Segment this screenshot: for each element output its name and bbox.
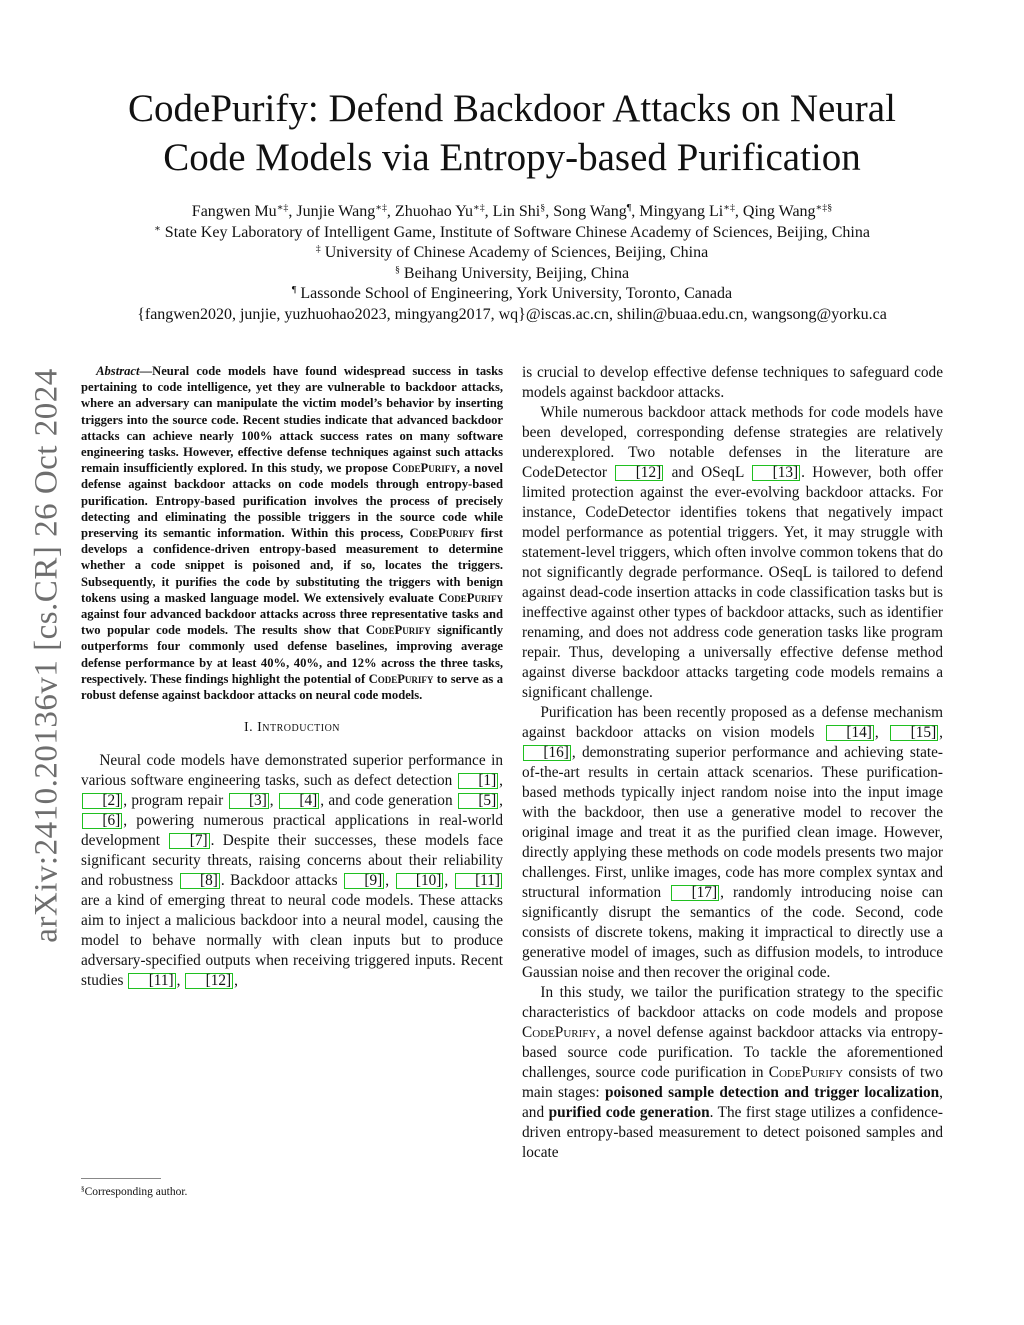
body-text: , and	[522, 1084, 943, 1121]
affiliation-mark: ¶	[291, 284, 297, 296]
citation-link[interactable]: [1]	[458, 773, 498, 789]
citation-link[interactable]: [12]	[185, 973, 233, 989]
body-text: ,	[499, 772, 503, 790]
footnote-rule	[81, 1178, 161, 1179]
citation-link[interactable]: [4]	[279, 793, 319, 809]
affiliation	[82, 243, 942, 264]
body-text: and OSeqL	[664, 464, 752, 481]
author-name: Qing Wang	[742, 203, 816, 220]
citation-link[interactable]: [16]	[523, 745, 571, 761]
abstract-text: Neural code models have found widespread success in tasks pertaining to code intelligence, yet they are vulnerable to backdoor attacks, where an adversary can manipulate the victim model’s behavior by inserting triggers into the source code. Recent studies indicate that advanced backdoor attacks can achieve nearly 100% attack success rates on many software engineering tasks. However, effective defense techniques against such attacks remain insufficiently explored. In this study, we propose	[81, 364, 503, 476]
citation-link[interactable]: [8]	[180, 873, 220, 889]
author-emails: {fangwen2020, junjie, yuzhuohao2023, mingyang2017, wq}@iscas.ac.cn, shilin@buaa.edu.cn, wangsong@yorku.ca	[137, 305, 887, 323]
author-name: Zhuohao Yu	[394, 203, 473, 220]
affiliation-text: Lassonde School of Engineering, York University, Toronto, Canada	[300, 285, 733, 303]
citation-link[interactable]: [11]	[455, 873, 502, 889]
paper-title	[82, 84, 942, 182]
abstract	[81, 363, 503, 703]
affiliation-text: State Key Laboratory of Intelligent Game, Institute of Software Chinese Academy of Sciences, Beijing, China	[164, 223, 870, 241]
body-text: , powering numerous practical applications in real-world development	[81, 812, 503, 850]
body-text: . The first stage utilizes a confidence-driven entropy-based measurement to detect poisoned samples and locate	[522, 1104, 943, 1161]
body-text: In this study, we tailor the purification strategy to the specific characteristics of backdoor attacks on code models and propose	[522, 984, 943, 1021]
intro-paragraph	[81, 751, 503, 991]
method-name: CodePurify	[409, 526, 475, 541]
citation-link[interactable]: [6]	[82, 813, 122, 829]
abstract-lead: Abstract	[96, 364, 140, 378]
method-name: CodePurify	[391, 461, 457, 476]
citation-link[interactable]: [3]	[229, 793, 269, 809]
author-sep: ,	[631, 203, 640, 220]
section-number: I.	[243, 720, 254, 736]
arxiv-id: arXiv:2410.20136v1 [cs.CR] 26 Oct 2024	[28, 367, 65, 943]
citation-link[interactable]: [7]	[169, 833, 209, 849]
body-paragraph	[522, 983, 943, 1163]
author-marks: §	[540, 202, 546, 214]
body-text: . Backdoor attacks	[220, 872, 344, 890]
author-block	[82, 202, 942, 326]
body-text: . However, both offer limited protection against the ever-evolving backdoor attacks. For instance, CodeDetector identifies tokens that negatively impact model performance as potential triggers. Yet, it may struggle with statement-level triggers, which often involve common tokens that do not significantly degrade performance. OSeqL is tailored to defend against dead-code insertion attacks in code classification tasks but is ineffective against other types of backdoor attacks, such as identifier renaming, and does not address code generation tasks like program repair. Thus, developing a universally effective defense method against diverse backdoor attacks targeting code models remains a significant challenge.	[522, 464, 943, 701]
citation-link[interactable]: [2]	[82, 793, 122, 809]
author-marks: ∗‡	[375, 202, 387, 214]
author-name: Fangwen Mu	[191, 203, 277, 220]
body-text: , demonstrating superior performance and achieving state-of-the-art results in certain attack scenarios. These purification-based methods typically inject random noise into the input image with the backdoor, then use a generative model to recover the original image and treat it as the purified clean image. However, directly applying these methods on code models presents two major challenges. First, unlike images, code has more complex syntax and structural information	[522, 744, 943, 901]
citation-link[interactable]: [9]	[344, 873, 384, 889]
body-text: Purification has been recently proposed as a defense mechanism against backdoor attacks on vision models	[522, 704, 943, 741]
author-marks: ∗‡	[276, 202, 289, 214]
right-column	[522, 363, 943, 1163]
affiliation-mark: §	[394, 264, 400, 276]
body-text: consists of two main stages:	[522, 1064, 943, 1101]
body-text: Neural code models have demonstrated superior performance in various software engineering tasks, such as defect detection	[81, 752, 503, 790]
affiliation	[82, 223, 942, 244]
body-text: ,	[385, 872, 395, 890]
body-paragraph: is crucial to develop effective defense techniques to safeguard code models against backdoor attacks.	[522, 364, 943, 401]
author-marks: ¶	[626, 202, 632, 214]
author-sep: ,	[386, 203, 395, 220]
method-name: CodePurify	[768, 1064, 844, 1081]
body-text: are a kind of emerging threat to neural code models. These attacks aim to inject a malicious backdoor into a neural model, causing the model to behave normally with clean inputs but to produce adversary-specified outputs when receiving triggered inputs. Recent studies	[81, 892, 503, 990]
author-name: Song Wang	[553, 203, 627, 220]
citation-link[interactable]: [14]	[826, 725, 874, 741]
affiliation-mark: ‡	[315, 243, 321, 255]
emphasis-text: purified code generation	[548, 1104, 710, 1121]
footnote-mark: §	[81, 1185, 85, 1194]
method-name: CodePurify	[365, 623, 431, 638]
affiliation	[82, 284, 942, 305]
abstract-text: , a novel defense against backdoor attacks on code models through entropy-based purification. Entropy-based purification involves the process of precisely detecting and eliminating the possible triggers in the source code while preserving its semantic information. Within this process,	[81, 461, 503, 541]
body-text: ,	[939, 724, 943, 741]
method-name: CodePurify	[368, 671, 434, 686]
abstract-text: against four advanced backdoor attacks across three representative tasks and two popular code models. The results show that	[81, 607, 503, 638]
affiliation-text: Beihang University, Beijing, China	[403, 264, 630, 282]
citation-link[interactable]: [12]	[615, 465, 663, 481]
method-name: CodePurify	[438, 590, 503, 605]
section-heading	[81, 719, 503, 737]
citation-link[interactable]: [11]	[128, 973, 175, 989]
body-text: ,	[499, 792, 503, 810]
abstract-text: significantly outperforms four commonly used defense baselines, improving average defense performance by at least 40%, 40%, and 12% across the three tasks, respectively. These findings highlight the potential of	[81, 623, 504, 686]
paper-title-line-2: Code Models via Entropy-based Purification	[163, 136, 861, 179]
author-names	[82, 202, 942, 223]
citation-link[interactable]: [5]	[458, 793, 498, 809]
author-sep: ,	[288, 203, 297, 220]
author-sep: ,	[484, 203, 493, 220]
author-name: Mingyang Li	[639, 203, 724, 220]
author-marks: ∗‡§	[815, 202, 833, 214]
body-text: , randomly introducing noise can significantly disrupt the semantics of the code. Second, code consists of discrete tokens, making it impractical to directly use a generative model of images, such as diffusion models, to introduce Gaussian noise and then recover the original code.	[522, 884, 943, 981]
abstract-text: first develops a confidence-driven entropy-based measurement to determine whether a code snippet is poisoned and, if so, locates the triggers. Subsequently, it purifies the code by substituting the triggers with benign tokens using a masked language model. We extensively evaluate	[81, 526, 503, 605]
body-text: ,	[444, 872, 454, 890]
affiliation	[82, 264, 942, 285]
body-text: ,	[176, 972, 185, 990]
footnote	[81, 1186, 187, 1198]
affiliation-text: University of Chinese Academy of Sciences, Beijing, China	[324, 244, 709, 262]
author-marks: ∗‡	[723, 202, 735, 214]
emphasis-text: poisoned sample detection and trigger localization	[604, 1084, 940, 1101]
footnote-text: Corresponding author.	[84, 1186, 188, 1198]
paper-title-line-1: CodePurify: Defend Backdoor Attacks on Neural	[128, 87, 896, 130]
body-text: ,	[269, 792, 278, 810]
body-text: ,	[874, 724, 890, 741]
body-paragraph	[522, 703, 943, 983]
author-name: Junjie Wang	[296, 203, 376, 220]
author-sep: ,	[734, 203, 743, 220]
citation-link[interactable]: [13]	[752, 465, 800, 481]
citation-link[interactable]: [17]	[671, 885, 719, 901]
body-paragraph	[522, 403, 943, 703]
body-text: , program repair	[123, 792, 228, 810]
citation-link[interactable]: [10]	[396, 873, 444, 889]
author-marks: ∗‡	[472, 202, 485, 214]
author-sep: ,	[545, 203, 554, 220]
body-text: While numerous backdoor attack methods for code models have been developed, corresponding defense strategies are relatively underexplored. Two notable defenses in the literature are CodeDetector	[522, 404, 943, 481]
abstract-dash: —	[139, 364, 153, 378]
author-name: Lin Shi	[492, 203, 541, 220]
method-name: CodePurify	[522, 1024, 597, 1041]
affiliation-mark: ∗	[154, 223, 161, 235]
arxiv-sidebar	[12, 355, 82, 955]
body-text: , and code generation	[320, 792, 457, 810]
citation-link[interactable]: [15]	[890, 725, 938, 741]
section-title: Introduction	[257, 720, 341, 736]
body-text: . Despite their successes, these models face significant security threats, raising concerns about their reliability and robustness	[81, 832, 503, 890]
abstract-text: to serve as a robust defense against backdoor attacks on neural code models.	[81, 671, 504, 703]
body-text: , a novel defense against backdoor attacks via entropy-based source code purification. To tackle the aforementioned challenges, source code purification in	[522, 1024, 943, 1081]
left-column	[81, 363, 503, 991]
body-text: ,	[234, 972, 238, 990]
